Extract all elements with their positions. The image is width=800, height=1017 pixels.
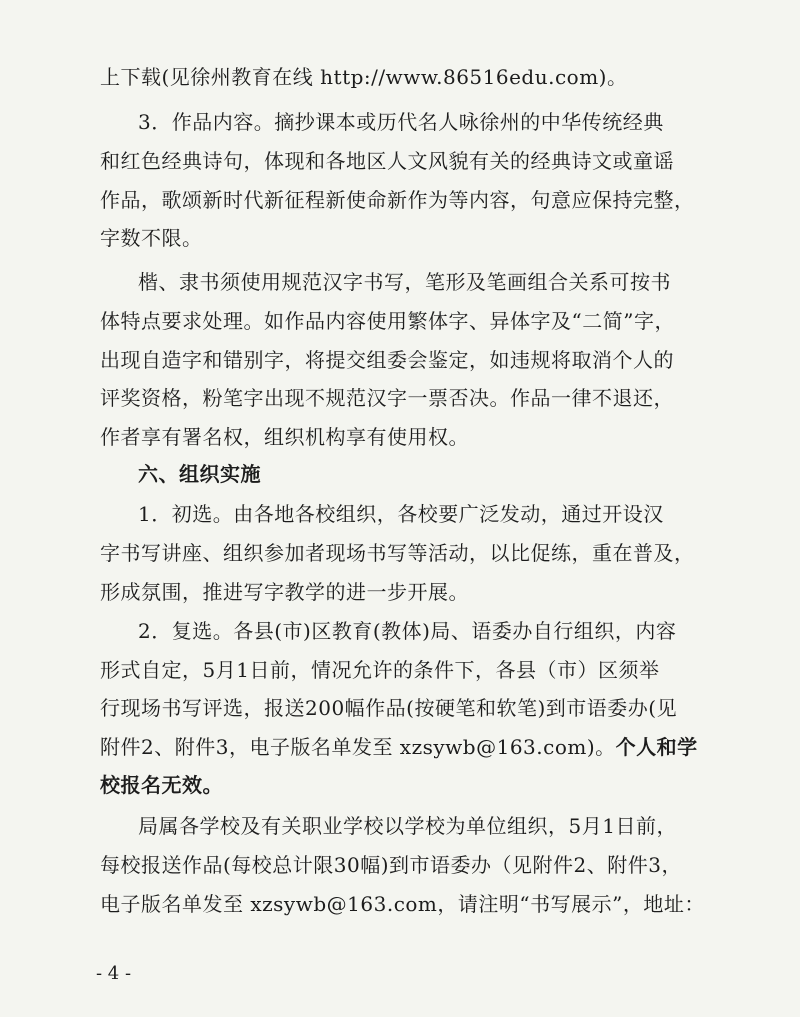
text-line-18-bold: 个人和学 — [615, 735, 698, 759]
text-line-12: 1．初选。由各地各校组织，各校要广泛发动，通过开设汉 — [138, 502, 664, 526]
text-line-18 — [100, 733, 700, 761]
text-line-4: 作品，歌颂新时代新征程新使命新作为等内容，句意应保持完整， — [100, 188, 695, 212]
text-line-3: 和红色经典诗句，体现和各地区人文风貌有关的经典诗文或童谣 — [100, 149, 674, 173]
text-line-16: 形式自定，5月1日前，情况允许的条件下，各县（市）区须举 — [100, 658, 660, 682]
text-line-13: 字书写讲座、组织参加者现场书写等活动，以比促练，重在普及， — [100, 541, 695, 565]
page-number: - 4 - — [96, 963, 132, 984]
text-line-5: 字数不限。 — [100, 226, 203, 250]
text-line-7: 体特点要求处理。如作品内容使用繁体字、异体字及“二简”字， — [100, 309, 675, 333]
text-line-19: 校报名无效。 — [100, 773, 223, 797]
text-line-14: 形成氛围，推进写字教学的进一步开展。 — [100, 580, 469, 604]
text-line-2: 3．作品内容。摘抄课本或历代名人咏徐州的中华传统经典 — [138, 110, 664, 134]
text-line-8: 出现自造字和错别字，将提交组委会鉴定，如违规将取消个人的 — [100, 348, 674, 372]
text-line-21: 每校报送作品(每校总计限30幅)到市语委办（见附件2、附件3， — [100, 853, 683, 877]
text-line-15: 2．复选。各县(市)区教育(教体)局、语委办自行组织，内容 — [138, 619, 677, 643]
text-line-10: 作者享有署名权，组织机构享有使用权。 — [100, 425, 469, 449]
text-line-9: 评奖资格，粉笔字出现不规范汉字一票否决。作品一律不退还， — [100, 386, 674, 410]
text-line-1: 上下载(见徐州教育在线 http://www.86516edu.com)。 — [100, 65, 628, 89]
text-line-18-regular: 附件2、附件3，电子版名单发至 xzsywb@163.com)。 — [100, 735, 616, 759]
text-line-22: 电子版名单发至 xzsywb@163.com，请注明“书写展示”，地址： — [100, 892, 705, 916]
text-line-6: 楷、隶书须使用规范汉字书写，笔形及笔画组合关系可按书 — [138, 270, 671, 294]
text-line-17: 行现场书写评选，报送200幅作品(按硬笔和软笔)到市语委办(见 — [100, 696, 678, 720]
text-line-20: 局属各学校及有关职业学校以学校为单位组织，5月1日前， — [138, 814, 677, 838]
section-heading: 六、组织实施 — [138, 462, 261, 486]
